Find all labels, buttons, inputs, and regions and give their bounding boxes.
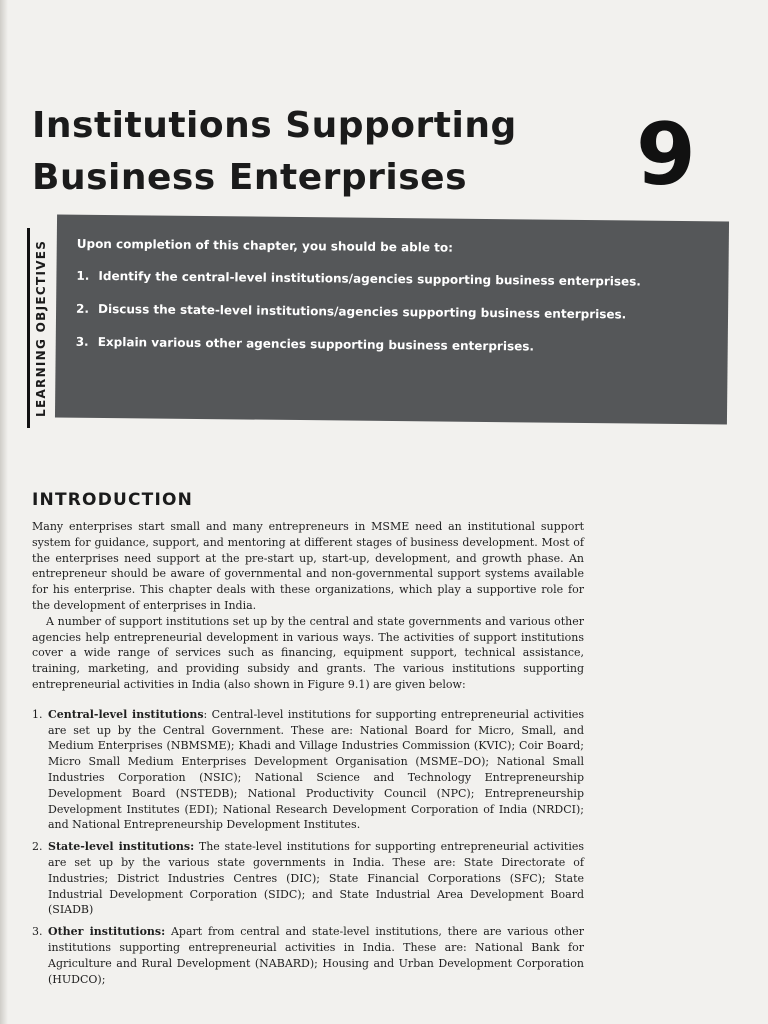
chapter-title-line-2: Business Enterprises bbox=[32, 157, 468, 198]
page-binding-shadow bbox=[0, 0, 8, 1024]
learning-objectives-box bbox=[55, 214, 729, 424]
introduction-paragraph-2: A number of support institutions set up by the central and state governments and various other agencies help entrepreneurial development in various ways. The activities of support institutions cover a wide range of services such as financing, equipment support, technical assistance, training, marketing, and providing subsidy and grants. The various institutions supporting entrepreneurial activities in India (also shown in Figure 9.1) are given below: bbox=[32, 614, 584, 691]
institutions-list bbox=[32, 707, 584, 988]
institution-number: 3. bbox=[32, 925, 43, 939]
institution-number: 1. bbox=[32, 707, 43, 721]
institution-item bbox=[32, 839, 584, 918]
chapter-title-line-1: Institutions Supporting bbox=[32, 105, 517, 146]
learning-objectives-list bbox=[75, 269, 641, 374]
learning-objective-text: Discuss the state-level institutions/agencies supporting business enterprises. bbox=[98, 301, 627, 322]
learning-objective-number: 3. bbox=[75, 334, 89, 349]
learning-objectives-rule bbox=[27, 228, 30, 428]
chapter-number: 9 bbox=[636, 105, 696, 205]
learning-objective-number: 1. bbox=[76, 268, 90, 283]
learning-objectives-intro: Upon completion of this chapter, you should be able to: bbox=[76, 236, 454, 255]
chapter-title bbox=[32, 100, 517, 204]
institution-item bbox=[32, 707, 584, 833]
learning-objective-text: Identify the central-level institutions/agencies supporting business enterprises. bbox=[98, 268, 641, 289]
learning-objectives-label: LEARNING OBJECTIVES bbox=[34, 239, 48, 417]
learning-objective-text: Explain various other agencies supporting business enterprises. bbox=[97, 334, 535, 354]
body-text bbox=[32, 519, 584, 993]
institution-number: 2. bbox=[32, 840, 43, 854]
institution-title: Other institutions: bbox=[48, 925, 166, 939]
institution-text: : Central-level institutions for supporting entrepreneurial activities are set up by the Central Government. These are: National Board for Micro, Small, and Medium Enterprises (NBMSME); Khadi and Village Industries Commission (KVIC); Coir Board; Micro Small Medium Enterprises Development Organisation (MSME–DO); National Small Industries Corporation (NSIC); National Science and Technology Entrepreneurship Development Board (NSTEDB); National Productivity Council (NPC); Entrepreneurship Development Institutes (EDI); National Research Development Corporation of India (NRDCI); and National Entrepreneurship Development Institutes. bbox=[48, 707, 584, 832]
institution-text: Apart from central and state-level institutions, there are various other institutions supporting entrepreneurial activities in India. These are: National Bank for Agriculture and Rural Development (NABARD); Housing and Urban Development Corporation (HUDCO); bbox=[48, 925, 584, 986]
institution-title: State-level institutions: bbox=[48, 840, 195, 854]
learning-objective-number: 2. bbox=[76, 301, 90, 316]
introduction-paragraph-1: Many enterprises start small and many entrepreneurs in MSME need an institutional support system for guidance, support, and mentoring at different stages of business development. Most of the enterprises need support at the pre-start up, start-up, development, and growth phase. An entrepreneur should be aware of governmental and non-governmental support systems available for his enterprise. This chapter deals with these organizations, which play a supportive role for the development of enterprises in India. bbox=[32, 520, 584, 612]
institution-text: The state-level institutions for supporting entrepreneurial activities are set up by the various state governments in India. These are: State Directorate of Industries; District Industries Centres (DIC); State Financial Corporations (SFC); State Industrial Development Corporation (SIDC); and State Industrial Area Development Board (SIADB) bbox=[48, 840, 584, 917]
introduction-heading: INTRODUCTION bbox=[32, 490, 194, 510]
institution-item bbox=[32, 924, 584, 987]
learning-objective-item bbox=[75, 335, 640, 374]
institution-title: Central-level institutions bbox=[48, 707, 204, 721]
